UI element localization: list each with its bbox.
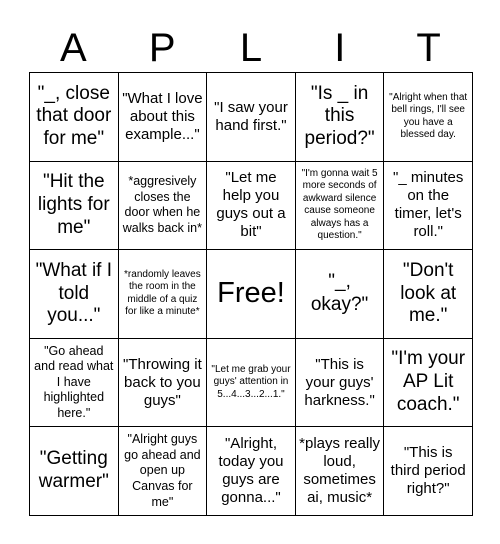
bingo-cell[interactable]: "Alright, today you guys are gonna..."	[207, 427, 296, 516]
bingo-cell[interactable]: "_ minutes on the timer, let's roll."	[384, 162, 473, 251]
bingo-cell[interactable]: "Let me grab your guys' attention in 5...4...3...2...1."	[207, 339, 296, 428]
header-letter-a: A	[60, 26, 87, 70]
bingo-cell[interactable]: "Getting warmer"	[30, 427, 119, 516]
bingo-cell[interactable]: "I'm gonna wait 5 more seconds of awkward silence cause someone always has a question."	[296, 162, 385, 251]
bingo-grid	[29, 72, 473, 516]
bingo-cell[interactable]: "Hit the lights for me"	[30, 162, 119, 251]
bingo-cell[interactable]: "Don't look at me."	[384, 250, 473, 339]
header-letter-i: I	[334, 26, 346, 70]
bingo-cell[interactable]: "This is your guys' harkness."	[296, 339, 385, 428]
bingo-cell[interactable]: "Alright when that bell rings, I'll see you have a blessed day.	[384, 73, 473, 162]
bingo-cell[interactable]: "_, okay?"	[296, 250, 385, 339]
bingo-cell[interactable]: "I'm your AP Lit coach."	[384, 339, 473, 428]
free-space[interactable]: Free!	[207, 250, 296, 339]
bingo-cell[interactable]: "Throwing it back to you guys"	[119, 339, 208, 428]
bingo-cell[interactable]: *plays really loud, sometimes ai, music*	[296, 427, 385, 516]
bingo-cell[interactable]: "_, close that door for me"	[30, 73, 119, 162]
bingo-cell[interactable]: "This is third period right?"	[384, 427, 473, 516]
bingo-cell[interactable]: *randomly leaves the room in the middle of a quiz for like a minute*	[119, 250, 208, 339]
bingo-cell[interactable]: "Alright guys go ahead and open up Canvas for me"	[119, 427, 208, 516]
header-letter-p: P	[148, 26, 176, 70]
header-letter-t: T	[416, 26, 441, 70]
bingo-cell[interactable]: "Go ahead and read what I have highlighted here."	[30, 339, 119, 428]
bingo-cell[interactable]: "What I love about this example..."	[119, 73, 208, 162]
bingo-cell[interactable]: "Let me help you guys out a bit"	[207, 162, 296, 251]
header-letter-l: L	[239, 26, 263, 70]
bingo-cell[interactable]: "Is _ in this period?"	[296, 73, 385, 162]
bingo-header	[29, 24, 473, 72]
bingo-cell[interactable]: "I saw your hand first."	[207, 73, 296, 162]
bingo-cell[interactable]: "What if I told you..."	[30, 250, 119, 339]
bingo-cell[interactable]: *aggresively closes the door when he walks back in*	[119, 162, 208, 251]
